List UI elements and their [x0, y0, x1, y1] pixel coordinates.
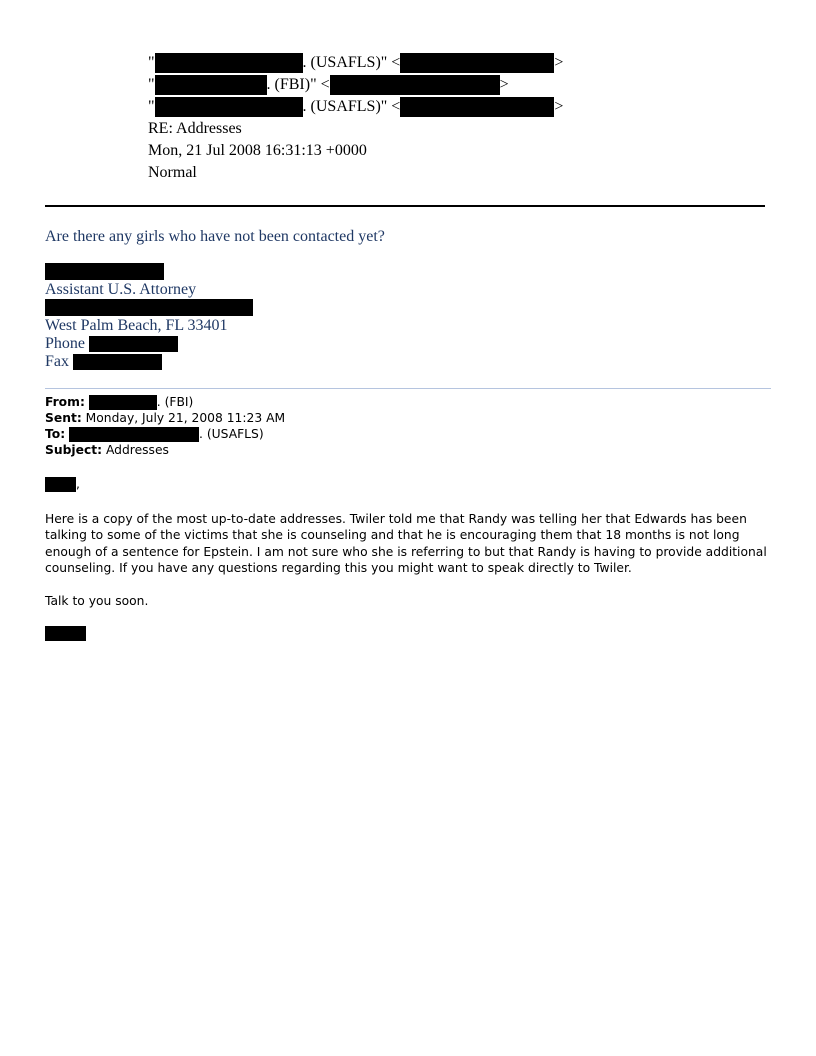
original-sent-row — [45, 410, 285, 426]
header-date-value: Mon, 21 Jul 2008 16:31:13 +0000 — [148, 142, 367, 159]
redaction-block — [69, 427, 199, 442]
redaction-block — [45, 626, 86, 641]
original-to-row — [45, 426, 264, 442]
header-bcc-end: > — [554, 98, 564, 115]
redaction-block — [45, 299, 253, 316]
redaction-block — [330, 75, 500, 95]
original-body: Here is a copy of the most up-to-date addresses. Twiler told me that Randy was telling her that Edwards has been talking to some of the victims that she is counseling and that he is encouraging them that 18 months is not long enough of a sentence for Epstein. I am not sure who she is referring to but that Randy is having to provide additional counseling. If you have any questions regarding this you might want to speak directly to Twiler. — [45, 512, 767, 575]
original-from-value: . (FBI) — [156, 395, 194, 409]
header-to-end: > — [499, 76, 509, 93]
signature-fax — [45, 353, 162, 371]
original-sent-value: Monday, July 21, 2008 11:23 AM — [85, 411, 286, 425]
quote-mark: " — [148, 54, 155, 71]
original-subject-row — [45, 442, 169, 458]
redaction-block — [155, 53, 303, 73]
redaction-block — [45, 263, 164, 280]
original-closing: Talk to you soon. — [45, 594, 149, 608]
original-to-label: To: — [45, 427, 66, 441]
header-importance-value: Normal — [148, 164, 197, 181]
quoted-divider — [45, 388, 771, 389]
redaction-block — [73, 354, 162, 370]
fax-label: Fax — [45, 353, 69, 370]
greeting-comma: , — [76, 477, 80, 491]
original-sent-label: Sent: — [45, 411, 82, 425]
original-subject-label: Subject: — [45, 443, 103, 457]
reply-question: Are there any girls who have not been contacted yet? — [45, 228, 385, 245]
signature-title: Assistant U.S. Attorney — [45, 281, 197, 298]
signature-phone — [45, 335, 178, 353]
quote-mark: " — [148, 76, 155, 93]
header-bcc-mid: . (USAFLS)" < — [302, 98, 401, 115]
header-subject-value: RE: Addresses — [148, 120, 242, 137]
header-to-value — [148, 74, 509, 96]
original-to-value: . (USAFLS) — [199, 427, 264, 441]
header-from-value — [148, 52, 563, 74]
quote-mark: " — [148, 98, 155, 115]
redaction-block — [155, 75, 267, 95]
original-subject-value: Addresses — [105, 443, 169, 457]
redaction-block — [45, 477, 76, 492]
redaction-block — [155, 97, 303, 117]
header-from-end: > — [554, 54, 564, 71]
redaction-block — [400, 53, 554, 73]
original-from-row — [45, 394, 193, 410]
signature-city: West Palm Beach, FL 33401 — [45, 317, 228, 334]
header-divider — [45, 205, 765, 207]
header-to-mid: . (FBI)" < — [266, 76, 330, 93]
redaction-block — [400, 97, 554, 117]
original-from-label: From: — [45, 395, 85, 409]
original-greeting — [45, 476, 80, 492]
phone-label: Phone — [45, 335, 85, 352]
header-bcc-value — [148, 96, 563, 118]
redaction-block — [89, 336, 178, 352]
redaction-block — [89, 395, 157, 410]
header-from-mid: . (USAFLS)" < — [302, 54, 401, 71]
